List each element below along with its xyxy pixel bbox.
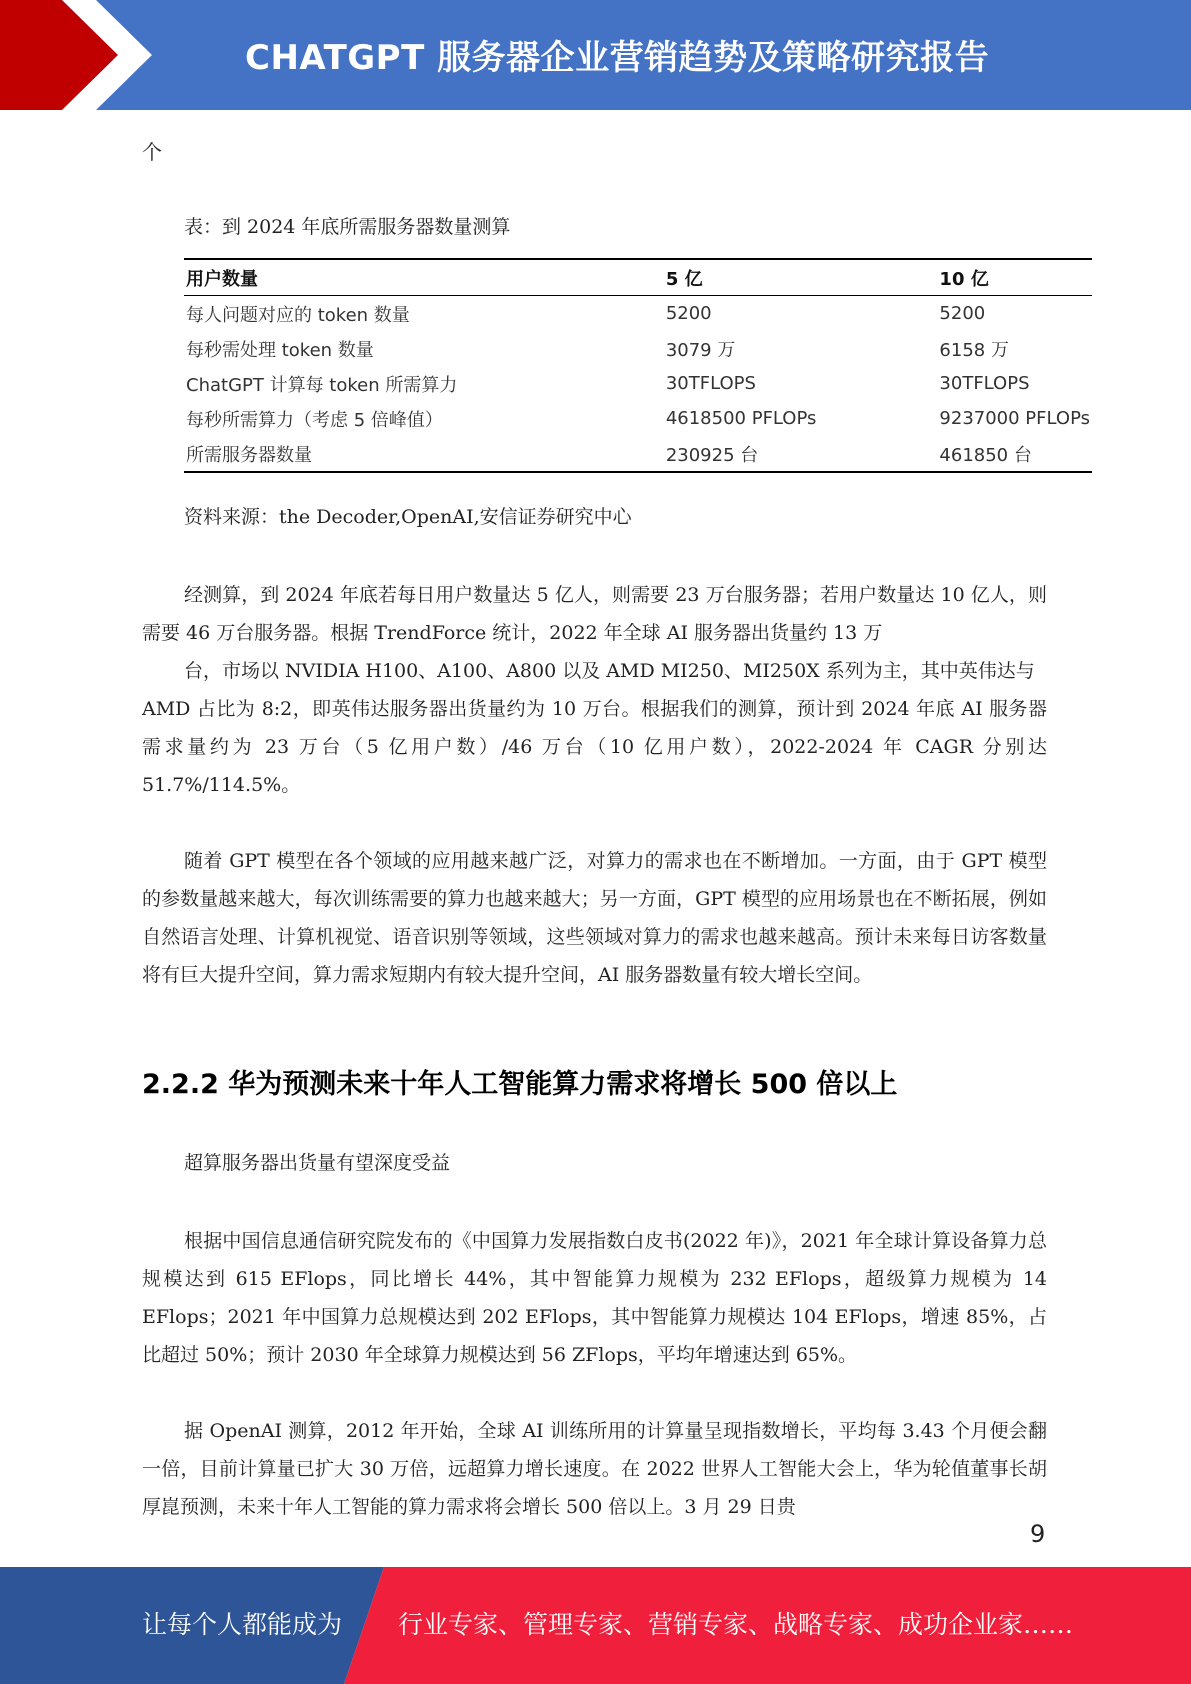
table-caption: 表：到 2024 年底所需服务器数量测算	[184, 216, 511, 238]
page-header	[0, 0, 1191, 110]
paragraph-compute-scale: 根据中国信息通信研究院发布的《中国算力发展指数白皮书(2022 年)》，2021 年全球计算设备算力总规模达到 615 EFlops，同比增长 44%，其中智能算力规模为 232 EFlops，超级算力规模为 14 EFlops；2021 年中国算力总规模达到 202 EFlops，其中智能算力规模达 104 EFlops，增速 85%，占比超过 50%；预计 2030 年全球算力规模达到 56 ZFlops，平均年增速达到 65%。	[142, 1230, 1047, 1366]
table-cell: 30TFLOPS	[939, 373, 1030, 394]
paragraph-openai: 据 OpenAI 测算，2012 年开始，全球 AI 训练所用的计算量呈现指数增长，平均每 3.43 个月便会翻一倍，目前计算量已扩大 30 万倍，远超算力增长速度。在 2022 世界人工智能大会上，华为轮值董事长胡厚崑预测，未来十年人工智能的算力需求将会增长 500 倍以上。3 月 29 日贵	[142, 1420, 1047, 1518]
table-cell: 所需服务器数量	[186, 444, 312, 466]
table-cell: 461850 台	[939, 444, 1032, 466]
table-cell: 30TFLOPS	[665, 373, 756, 394]
table-cell: 230925 台	[665, 444, 759, 466]
page-footer	[0, 1567, 1191, 1684]
table-header-cell: 5 亿	[664, 259, 938, 296]
table-cell: 6158 万	[939, 339, 1009, 361]
footer-slogan-right: 行业专家、管理专家、营销专家、战略专家、成功企业家……	[398, 1610, 1074, 1639]
table-cell: 9237000 PFLOPs	[939, 408, 1090, 429]
table-header-cell: 用户数量	[184, 259, 664, 296]
table-cell: 每秒所需算力（考虑 5 倍峰值）	[186, 409, 443, 431]
table-row	[184, 296, 1092, 332]
page-number: 9	[1030, 1520, 1046, 1548]
paragraph-estimate-a: 经测算，到 2024 年底若每日用户数量达 5 亿人，则需要 23 万台服务器；若用户数量达 10 亿人，则需要 46 万台服务器。根据 TrendForce 统计，2022 年全球 AI 服务器出货量约 13 万	[142, 584, 1047, 644]
table-row	[184, 331, 1092, 366]
table-cell: 4618500 PFLOPs	[665, 408, 817, 429]
paragraph-estimate-b: 台，市场以 NVIDIA H100、A100、A800 以及 AMD MI250、MI250X 系列为主，其中英伟达与	[184, 660, 1035, 682]
table-header-row	[184, 259, 1092, 296]
footer-slogan-left: 让每个人都能成为	[142, 1610, 343, 1639]
table-row	[184, 366, 1092, 401]
table-cell: 每人问题对应的 token 数量	[186, 304, 410, 326]
table-cell: 5200	[665, 303, 712, 324]
table-header-cell: 10 亿	[937, 259, 1092, 296]
table-cell: 3079 万	[665, 339, 736, 361]
section-heading: 2.2.2 华为预测未来十年人工智能算力需求将增长 500 倍以上	[142, 1069, 898, 1100]
table-cell: 每秒需处理 token 数量	[186, 339, 374, 361]
table-row	[184, 401, 1092, 436]
carryover-text: 个	[142, 140, 162, 164]
paragraph-estimate-c: AMD 占比为 8:2，即英伟达服务器出货量约为 10 万台。根据我们的测算，预计到 2024 年底 AI 服务器需求量约为 23 万台（5 亿用户数）/46 万台（10 亿用户数），2022-2024 年 CAGR 分别达 51.7%/114.5%。	[142, 698, 1047, 796]
section-subheading: 超算服务器出货量有望深度受益	[184, 1152, 451, 1174]
table-source: 资料来源：the Decoder,OpenAI,安信证券研究中心	[184, 506, 632, 528]
table-cell: 5200	[939, 303, 986, 324]
report-title: CHATGPT 服务器企业营销趋势及策略研究报告	[245, 38, 990, 78]
paragraph-demand: 随着 GPT 模型在各个领域的应用越来越广泛，对算力的需求也在不断增加。一方面，由于 GPT 模型的参数量越来越大，每次训练需要的算力也越来越大；另一方面，GPT 模型的应用场景也在不断拓展，例如自然语言处理、计算机视觉、语音识别等领域，这些领域对算力的需求也越来越高。预计未来每日访客数量将有巨大提升空间，算力需求短期内有较大提升空间，AI 服务器数量有较大增长空间。	[142, 850, 1047, 986]
table-row	[184, 436, 1092, 472]
table-cell: ChatGPT 计算每 token 所需算力	[186, 374, 458, 396]
server-estimate-table	[184, 258, 1092, 473]
